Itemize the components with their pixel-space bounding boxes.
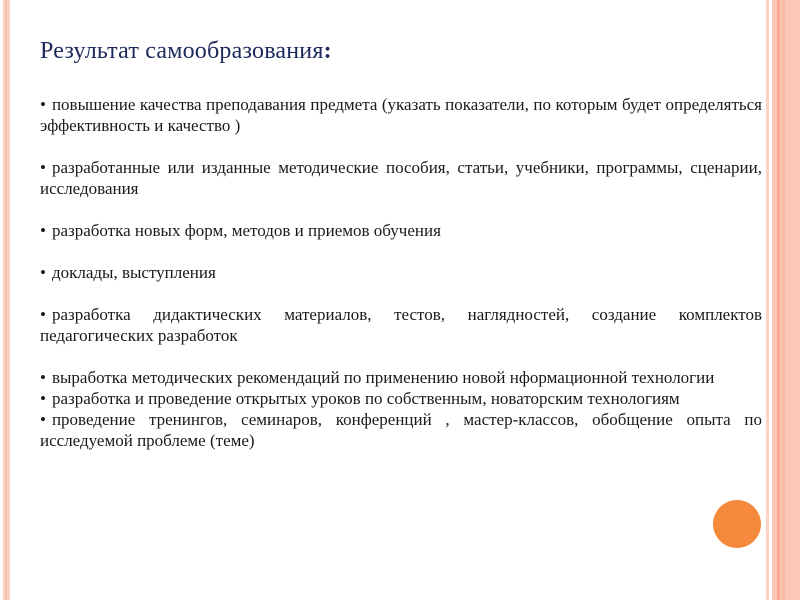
list-item — [40, 388, 762, 409]
list-item — [40, 367, 762, 388]
list-item — [40, 262, 762, 283]
orange-circle-decoration — [713, 500, 761, 548]
list-item-text: доклады, выступления — [51, 263, 216, 282]
list-item-text: разработанные или изданные методические пособия, статьи, учебники, программы, сценарии, исследования — [40, 158, 762, 198]
bullet-icon: • — [40, 221, 46, 240]
right-border-band — [772, 0, 800, 600]
list-item-text: выработка методических рекомендаций по применению новой нформационной технологии — [51, 368, 715, 387]
list-item-text: проведение тренингов, семинаров, конференций , мастер-классов, обобщение опыта по исследуемой проблеме (теме) — [40, 410, 762, 450]
list-item-text: разработка новых форм, методов и приемов обучения — [51, 221, 441, 240]
bullet-icon: • — [40, 368, 46, 387]
bullet-icon: • — [40, 305, 46, 324]
slide-title-colon: : — [323, 38, 332, 64]
list-item — [40, 157, 762, 199]
slide-title — [40, 38, 332, 65]
list-item-text: разработка дидактических материалов, тестов, наглядностей, создание комплектов педагогических разработок — [40, 305, 762, 345]
bullet-icon: • — [40, 158, 46, 177]
list-item-text: повышение качества преподавания предмета (указать показатели, по которым будет определяться эффективность и качество ) — [40, 95, 762, 135]
bullet-icon: • — [40, 410, 46, 429]
bullet-icon: • — [40, 95, 46, 114]
list-item — [40, 220, 762, 241]
list-item-text: разработка и проведение открытых уроков по собственным, новаторским технологиям — [51, 389, 680, 408]
slide-title-text: Результат самообразования — [40, 38, 324, 64]
right-border-thin-stripe — [766, 0, 769, 600]
bullet-list — [40, 94, 762, 451]
right-border-dark-line — [777, 0, 780, 600]
bullet-icon: • — [40, 263, 46, 282]
list-item — [40, 94, 762, 136]
left-border-stripe — [3, 0, 10, 600]
bullet-icon: • — [40, 389, 46, 408]
list-item — [40, 409, 762, 451]
list-item — [40, 304, 762, 346]
right-border-light-line — [782, 0, 785, 600]
